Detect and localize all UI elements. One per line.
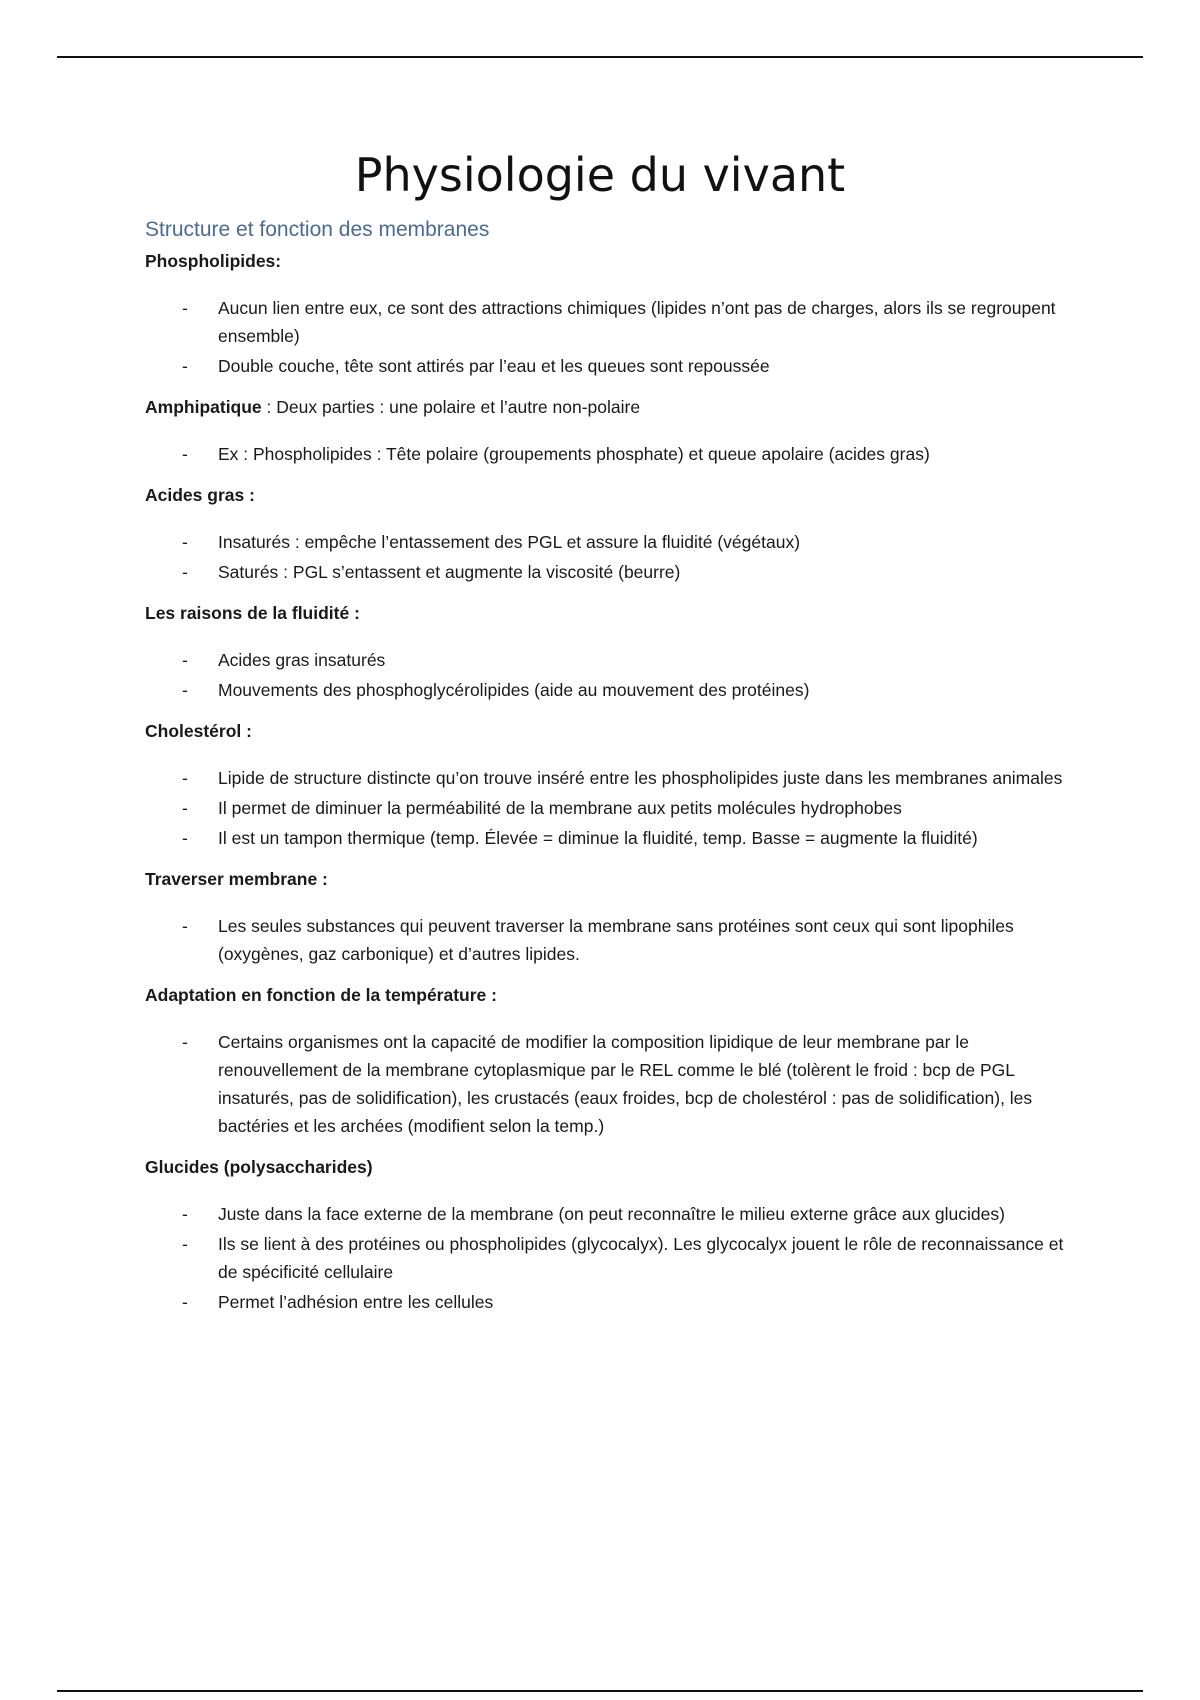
section-heading [145,718,1085,744]
list-item: - Saturés : PGL s’entassent et augmente la viscosité (beurre) [145,558,1085,586]
list-item: - Insaturés : empêche l’entassement des PGL et assure la fluidité (végétaux) [145,528,1085,556]
section-heading-label: Les raisons de la fluidité : [145,603,360,623]
section [145,866,1085,968]
bullet-list [145,294,1085,380]
section-heading-label: Acides gras : [145,485,255,505]
document-body [145,218,1085,1330]
section-heading-label: Adaptation en fonction de la température : [145,985,497,1005]
section-heading [145,982,1085,1008]
header-rule [57,56,1143,58]
list-item: - Ils se lient à des protéines ou phospholipides (glycocalyx). Les glycocalyx jouent le rôle de reconnaissance et de spécificité cellulaire [145,1230,1085,1286]
list-item: - Aucun lien entre eux, ce sont des attractions chimiques (lipides n’ont pas de charges, alors ils se regroupent ensemble) [145,294,1085,350]
list-item: - Juste dans la face externe de la membrane (on peut reconnaître le milieu externe grâce aux glucides) [145,1200,1085,1228]
list-item: - Ex : Phospholipides : Tête polaire (groupements phosphate) et queue apolaire (acides gras) [145,440,1085,468]
bullet-list [145,1028,1085,1140]
section [145,394,1085,468]
bullet-list [145,440,1085,468]
list-item: - Acides gras insaturés [145,646,1085,674]
section [145,482,1085,586]
list-item: - Il est un tampon thermique (temp. Élevée = diminue la fluidité, temp. Basse = augmente la fluidité) [145,824,1085,852]
section-heading [145,1154,1085,1180]
section-heading [145,482,1085,508]
list-item: - Les seules substances qui peuvent traverser la membrane sans protéines sont ceux qui sont lipophiles (oxygènes, gaz carbonique) et d’autres lipides. [145,912,1085,968]
section-heading [145,600,1085,626]
list-item: - Il permet de diminuer la perméabilité de la membrane aux petits molécules hydrophobes [145,794,1085,822]
section-subheading: Structure et fonction des membranes [145,218,490,241]
section-heading [145,248,1085,274]
section [145,600,1085,704]
list-item: - Certains organismes ont la capacité de modifier la composition lipidique de leur membrane par le renouvellement de la membrane cytoplasmique par le REL comme le blé (tolèrent le froid : bcp de PGL insaturés, pas de solidification), les crustacés (eaux froides, bcp de cholestérol : pas de solidification), les bactéries et les archées (modifient selon la temp.) [145,1028,1085,1140]
footer-rule [57,1690,1143,1692]
section-heading [145,866,1085,892]
list-item: - Double couche, tête sont attirés par l’eau et les queues sont repoussée [145,352,1085,380]
section-heading-label: Phospholipides: [145,251,282,271]
bullet-list [145,764,1085,852]
sections-container [145,248,1085,1316]
list-item: - Mouvements des phosphoglycérolipides (aide au mouvement des protéines) [145,676,1085,704]
page-title: Physiologie du vivant [354,148,846,202]
section-heading-label: Amphipatique [145,397,262,417]
section [145,718,1085,852]
section-heading-label: Glucides (polysaccharides) [145,1157,373,1177]
section [145,1154,1085,1316]
section [145,982,1085,1140]
bullet-list [145,646,1085,704]
section-heading [145,394,1085,420]
list-item: - Lipide de structure distincte qu’on trouve inséré entre les phospholipides juste dans les membranes animales [145,764,1085,792]
bullet-list [145,1200,1085,1316]
list-item: - Permet l’adhésion entre les cellules [145,1288,1085,1316]
section-heading-label: Cholestérol : [145,721,252,741]
bullet-list [145,912,1085,968]
section-heading-label: Traverser membrane : [145,869,328,889]
section-heading-description: : Deux parties : une polaire et l’autre non-polaire [261,397,641,417]
bullet-list [145,528,1085,586]
section [145,248,1085,380]
